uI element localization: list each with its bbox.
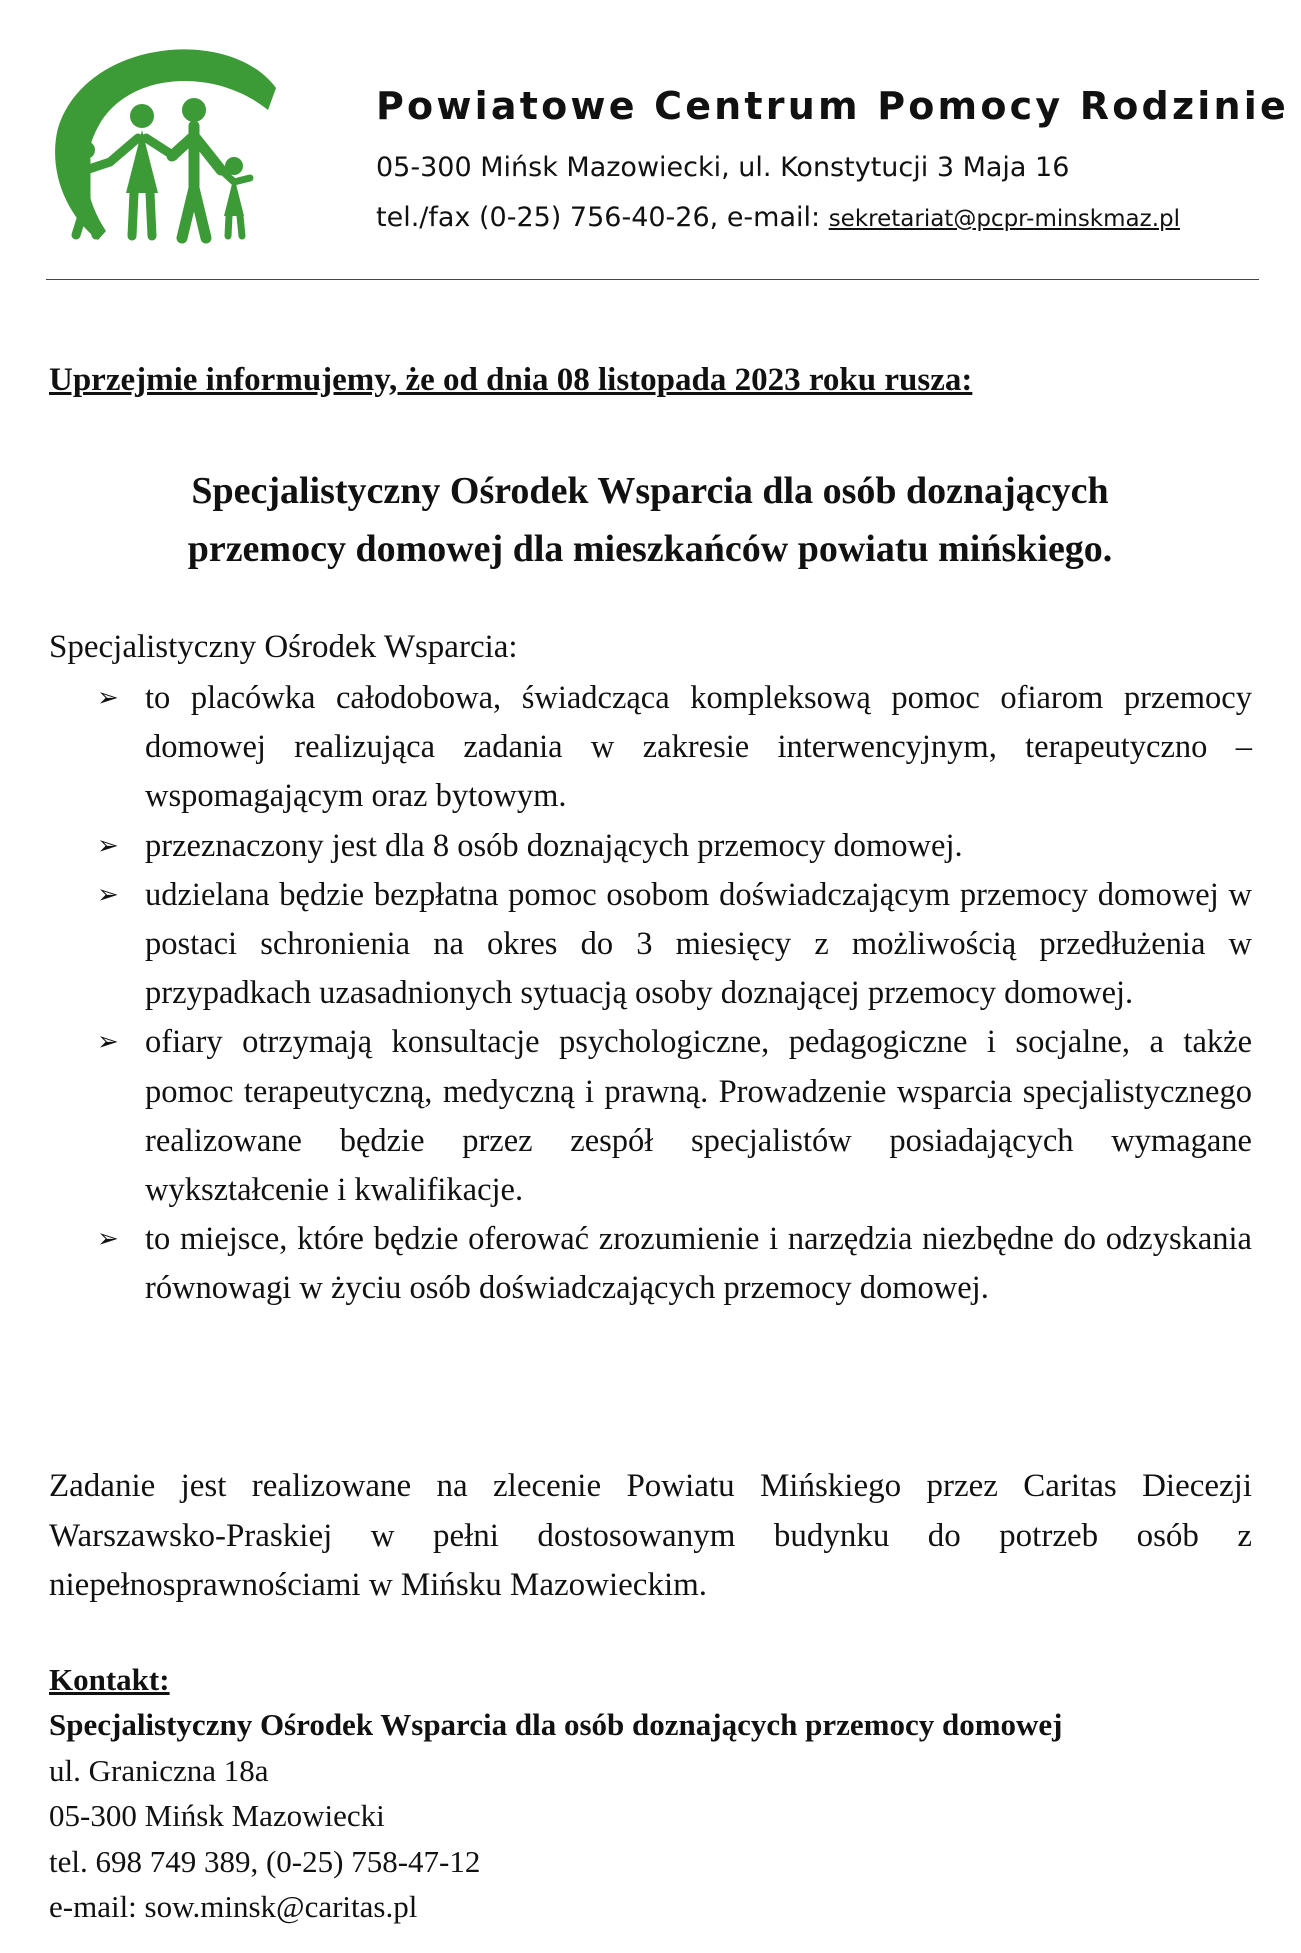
- contact-title: Kontakt:: [49, 1662, 170, 1697]
- headline-line-1: Specjalistyczny Ośrodek Wsparcia dla osób doznających: [191, 470, 1109, 512]
- organization-name: Powiatowe Centrum Pomocy Rodzinie: [376, 84, 1289, 128]
- list-item: [97, 1018, 1252, 1215]
- list-item-text: to miejsce, które będzie oferować zrozumienie i narzędzia niezbędne do odzyskania równowagi w życiu osób doświadczających przemocy domowej.: [145, 1221, 1252, 1307]
- contact-email[interactable]: e-mail: sow.minsk@caritas.pl: [49, 1889, 418, 1925]
- list-item: [97, 674, 1252, 822]
- contact-city: 05-300 Mińsk Mazowiecki: [49, 1798, 385, 1834]
- list-item-text: przeznaczony jest dla 8 osób doznających przemocy domowej.: [145, 827, 963, 864]
- contact-block: [49, 1657, 1063, 1929]
- list-item-text: ofiary otrzymają konsultacje psychologiczne, pedagogiczne i socjalne, a także pomoc terapeutyczną, medyczną i prawną. Prowadzenie wsparcia specjalistycznego realizowane będzie przez zespół specjalistów posiadających wymagane wykształcenie i kwalifikacje.: [145, 1024, 1252, 1209]
- arrow-bullet-icon: ➢: [97, 830, 119, 861]
- headline-line-2: przemocy domowej dla mieszkańców powiatu mińskiego.: [187, 528, 1113, 570]
- list-item: [97, 871, 1252, 1019]
- announcement-headline: [100, 462, 1200, 578]
- header-divider: [46, 279, 1259, 280]
- list-item-text: to placówka całodobowa, świadcząca kompleksową pomoc ofiarom przemocy domowej realizująca zadania w zakresie interwencyjnym, terapeutyczno – wspomagającym oraz bytowym.: [145, 680, 1252, 815]
- list-item-text: udzielana będzie bezpłatna pomoc osobom doświadczającym przemocy domowej w postaci schronienia na okres do 3 miesięcy z możliwością przedłużenia w przypadkach uzasadnionych sytuacją osoby doznającej przemocy domowej.: [145, 876, 1252, 1012]
- organization-address: 05-300 Mińsk Mazowiecki, ul. Konstytucji 3 Maja 16: [376, 152, 1070, 183]
- arrow-bullet-icon: ➢: [97, 1027, 119, 1058]
- phone-fax-label: tel./fax (0-25) 756-40-26, e-mail:: [376, 202, 829, 233]
- intro-line: Uprzejmie informujemy, że od dnia 08 listopada 2023 roku rusza:: [49, 362, 973, 398]
- task-paragraph: Zadanie jest realizowane na zlecenie Powiatu Mińskiego przez Caritas Diecezji Warszawsko-Praskiej w pełni dostosowanym budynku do potrzeb osób z niepełnosprawnościami w Mińsku Mazowieckim.: [49, 1468, 1252, 1603]
- arrow-bullet-icon: ➢: [97, 683, 119, 713]
- arrow-bullet-icon: ➢: [97, 879, 119, 910]
- organization-contact-line: [376, 202, 1180, 233]
- logo-graphic: [55, 49, 276, 240]
- list-item: [97, 1215, 1252, 1313]
- contact-street: ul. Graniczna 18a: [49, 1752, 269, 1788]
- contact-phones: tel. 698 749 389, (0-25) 758-47-12: [49, 1843, 481, 1879]
- organization-email-link[interactable]: sekretariat@pcpr-minskmaz.pl: [828, 206, 1181, 232]
- arrow-bullet-icon: ➢: [97, 1224, 119, 1255]
- feature-list: [97, 674, 1252, 1314]
- list-item: [97, 822, 1252, 871]
- contact-name: Specjalistyczny Ośrodek Wsparcia dla osób doznających przemocy domowej: [49, 1707, 1063, 1743]
- family-under-arc-logo: [46, 38, 286, 250]
- bullets-lead: Specjalistyczny Ośrodek Wsparcia:: [49, 629, 518, 665]
